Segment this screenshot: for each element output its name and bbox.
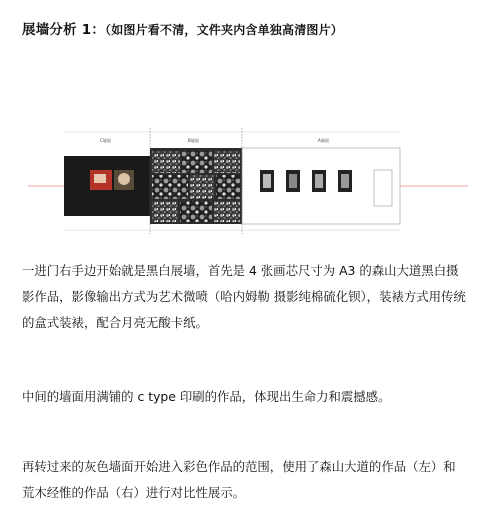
section-label-c: C墙面 bbox=[100, 138, 111, 143]
section-label-b: B墙面 bbox=[188, 138, 199, 143]
paragraph-bw-wall: 一进门右手边开始就是黑白展墙，首先是 4 张画芯尺寸为 A3 的森山大道黑白摄影作品，影像输出方式为艺术微喷（哈内姆勒 摄影纯棉硫化钡），装裱方式用传统的盒式装裱，配合月亮无酸卡纸。 bbox=[22, 263, 466, 330]
heading-subtitle: （如图片看不清，文件夹内含单独高清图片） bbox=[105, 23, 344, 37]
heading-title: 展墙分析 1： bbox=[22, 22, 105, 38]
paragraph-middle-wall: 中间的墙面用满铺的 c type 印刷的作品，体现出生命力和震撼感。 bbox=[22, 389, 391, 404]
exhibition-wall-diagram bbox=[28, 124, 468, 244]
section-label-a: A墙面 bbox=[318, 138, 329, 143]
page-heading bbox=[22, 18, 472, 38]
paragraph-color-wall: 再转过来的灰色墙面开始进入彩色作品的范围，使用了森山大道的作品（左）和荒木经惟的作品（右）进行对比性展示。 bbox=[22, 459, 456, 500]
